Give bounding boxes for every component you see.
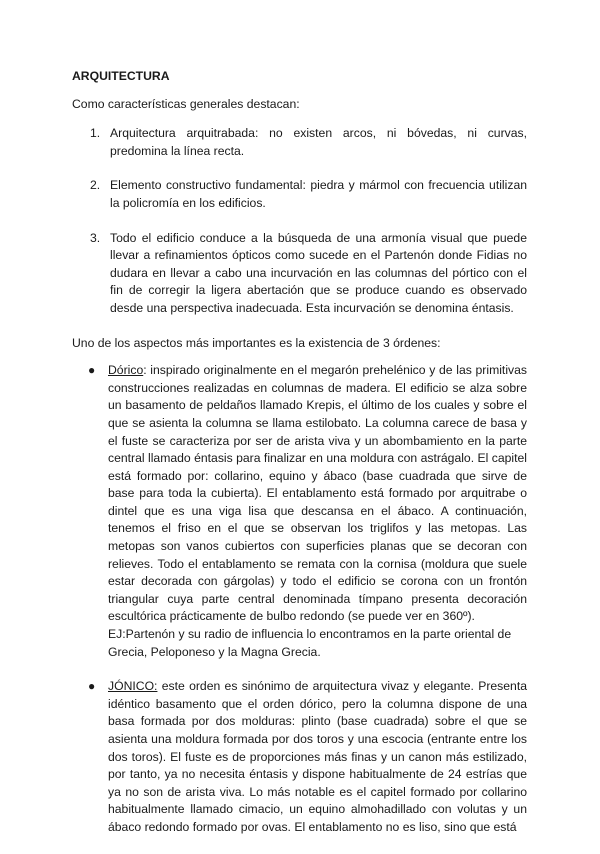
bullet-icon: ● <box>88 363 96 378</box>
order-body: : inspirado originalmente en el megarón prehelénico y de las primitivas construcciones realizadas en columnas de madera. El edificio se alza sobre un basamento de peldaños llamado Krepis, el último de los cuales y sobre el que se asienta la columna se llama estilobato. La columna carece de basa y el fuste se caracteriza por ser de arista viva y un abombamiento en la parte central llamado éntasis para finalizar en una moldura con astrágalo. El capitel está formado por: collarino, equino y ábaco (base cuadrada que sirve de base para toda la cubierta). El entablamento está formado por arquitrabe o dintel que es una viga lisa que descansa en el ábaco. A continuación, tenemos el friso en el que se observan los triglifos y las metopas. Las metopas son vanos cubiertos con superficies planas que se decoran con relieves. Todo el entablamento se remata con la cornisa (moldura que suele estar decorada con gárgolas) y todo el edificio se corona con un frontón triangular cuya parte central denominada tímpano presenta decoración escultórica prácticamente de bulbo redondo (se puede ver en 360º). <box>108 363 527 624</box>
bullet-icon: ● <box>88 679 96 694</box>
feature-number: 1. <box>90 126 101 141</box>
document-title: ARQUITECTURA <box>72 69 170 83</box>
feature-number: 2. <box>90 178 101 193</box>
feature-item-1 <box>72 125 527 160</box>
orders-list <box>72 362 527 836</box>
orders-intro: Uno de los aspectos más importantes es la existencia de 3 órdenes: <box>72 335 441 350</box>
order-body: este orden es sinónimo de arquitectura vivaz y elegante. Presenta idéntico basamento que el orden dórico, pero la columna dispone de una basa formada por dos molduras: plinto (base cuadrada) sobre el que se asienta una moldura formada por dos toros y una escocia (entrante entre los dos toros). El fuste es de proporciones más finas y un canon más estilizado, por tanto, ya no necesita éntasis y dispone habitualmente de 24 estrías que ya no son de arista viva. Lo más notable es el capitel formado por collarino habitualmente llamado cimacio, un equino almohadillado con volutas y un ábaco redondo formado por ovas. El entablamento no es liso, sino que está <box>108 679 527 834</box>
order-example: EJ:Partenón y su radio de influencia lo encontramos en la parte oriental de Grecia, Peloponeso y la Magna Grecia. <box>108 627 512 659</box>
feature-text: Todo el edificio conduce a la búsqueda de una armonía visual que puede llevar a refinamientos ópticos como sucede en el Partenón donde Fidias no dudara en llevar a cabo una incurvación en las columnas del pórtico con el fin de corregir la ligera abertación que se produce cuando es observado desde una perspectiva inadecuada. Esta incurvación se denomina éntasis. <box>110 230 527 315</box>
feature-item-3 <box>72 230 527 318</box>
document-page <box>72 68 527 854</box>
feature-text: Elemento constructivo fundamental: piedra y mármol con frecuencia utilizan la policromía en los edificios. <box>110 178 527 210</box>
order-name: JÓNICO: <box>108 679 158 694</box>
feature-number: 3. <box>90 230 101 245</box>
features-list <box>72 125 527 317</box>
order-name: Dórico <box>108 363 144 378</box>
features-intro: Como características generales destacan: <box>72 96 300 111</box>
feature-text: Arquitectura arquitrabada: no existen arcos, ni bóvedas, ni curvas, predomina la línea recta. <box>110 126 527 158</box>
order-item-doric <box>72 362 527 661</box>
order-item-ionic <box>72 678 527 836</box>
feature-item-2 <box>72 177 527 212</box>
